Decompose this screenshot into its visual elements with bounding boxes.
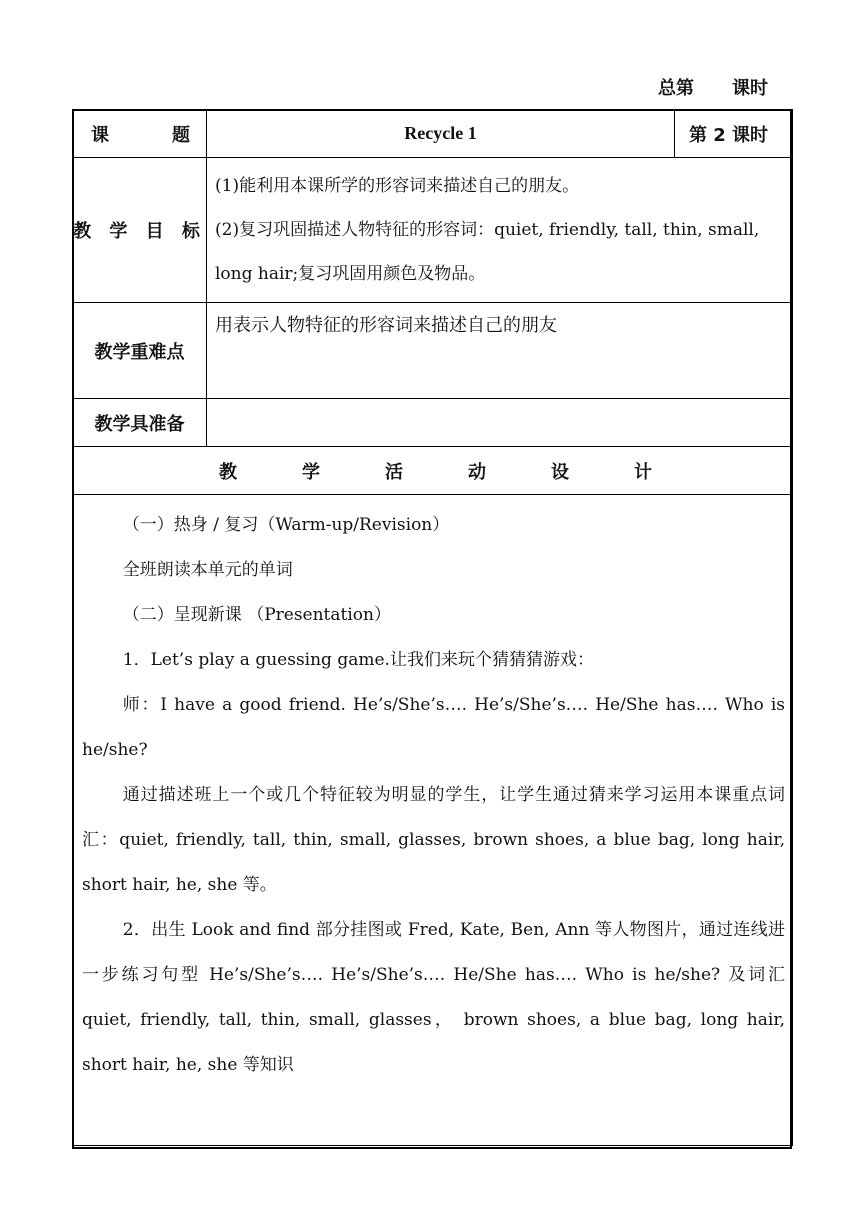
activities-cell bbox=[73, 495, 793, 1146]
prep-cell bbox=[207, 399, 793, 447]
design-title-char: 学 bbox=[302, 461, 320, 483]
activity-paragraph: 全班朗读本单元的单词 bbox=[122, 560, 293, 580]
design-title-cell bbox=[73, 447, 793, 495]
lesson-plan-table bbox=[72, 109, 793, 1146]
topic-row bbox=[73, 110, 793, 158]
period-label: 课时 bbox=[732, 78, 768, 99]
activities-row bbox=[73, 495, 793, 1146]
design-title-row bbox=[73, 447, 793, 495]
topic-label-char: 课 bbox=[91, 124, 109, 146]
goal-item: (1)能利用本课所学的形容词来描述自己的朋友。 bbox=[215, 176, 580, 196]
goals-label: 教 学 目 标 bbox=[73, 158, 207, 303]
activity-paragraph: （二）呈现新课 （Presentation） bbox=[122, 605, 391, 625]
activity-paragraph: 2．出生 Look and find 部分挂图或 Fred, Kate, Ben, Ann 等人物图片，通过连线进一步练习句型 He’s/She’s…. He’s/She’s…. He/She has…. Who is he/she? 及词汇 quiet, friendly, tall, thin, small, glasses， brown shoes, a blue bag, long hair, short hair, he, she 等知识 bbox=[82, 920, 785, 1075]
total-label: 总第 bbox=[658, 78, 694, 99]
design-title-char: 设 bbox=[551, 461, 569, 483]
prep-label: 教学具准备 bbox=[73, 399, 207, 447]
focus-label: 教学重难点 bbox=[73, 303, 207, 399]
activity-paragraph: （一）热身 / 复习（Warm-up/Revision） bbox=[122, 515, 450, 535]
design-title-char: 动 bbox=[468, 461, 486, 483]
activity-paragraph: 师：I have a good friend. He’s/She’s…. He’s/She’s…. He/She has…. Who is he/she? bbox=[82, 695, 785, 760]
activity-paragraph: 1．Let’s play a guessing game.让我们来玩个猜猜猜游戏： bbox=[122, 650, 594, 670]
goals-cell bbox=[207, 158, 793, 303]
topic-label-cell bbox=[73, 110, 207, 158]
goals-row bbox=[73, 158, 793, 303]
goal-item: (2)复习巩固描述人物特征的形容词：quiet, friendly, tall, thin, small, long hair;复习巩固用颜色及物品。 bbox=[215, 220, 760, 284]
design-title-char: 活 bbox=[385, 461, 403, 483]
topic-label-char: 题 bbox=[172, 124, 190, 146]
design-title-char: 教 bbox=[219, 461, 237, 483]
topic-value: Recycle 1 bbox=[207, 110, 675, 158]
activity-paragraph: 通过描述班上一个或几个特征较为明显的学生，让学生通过猜来学习运用本课重点词汇：quiet, friendly, tall, thin, small, glasses, brown shoes, a blue bag, long hair, short hair, he, she 等。 bbox=[82, 785, 785, 895]
prep-row bbox=[73, 399, 793, 447]
header-note bbox=[658, 74, 768, 100]
period-value: 第 2 课时 bbox=[675, 110, 793, 158]
focus-cell: 用表示人物特征的形容词来描述自己的朋友 bbox=[207, 303, 793, 399]
design-title-char: 计 bbox=[634, 461, 652, 483]
focus-row bbox=[73, 303, 793, 399]
